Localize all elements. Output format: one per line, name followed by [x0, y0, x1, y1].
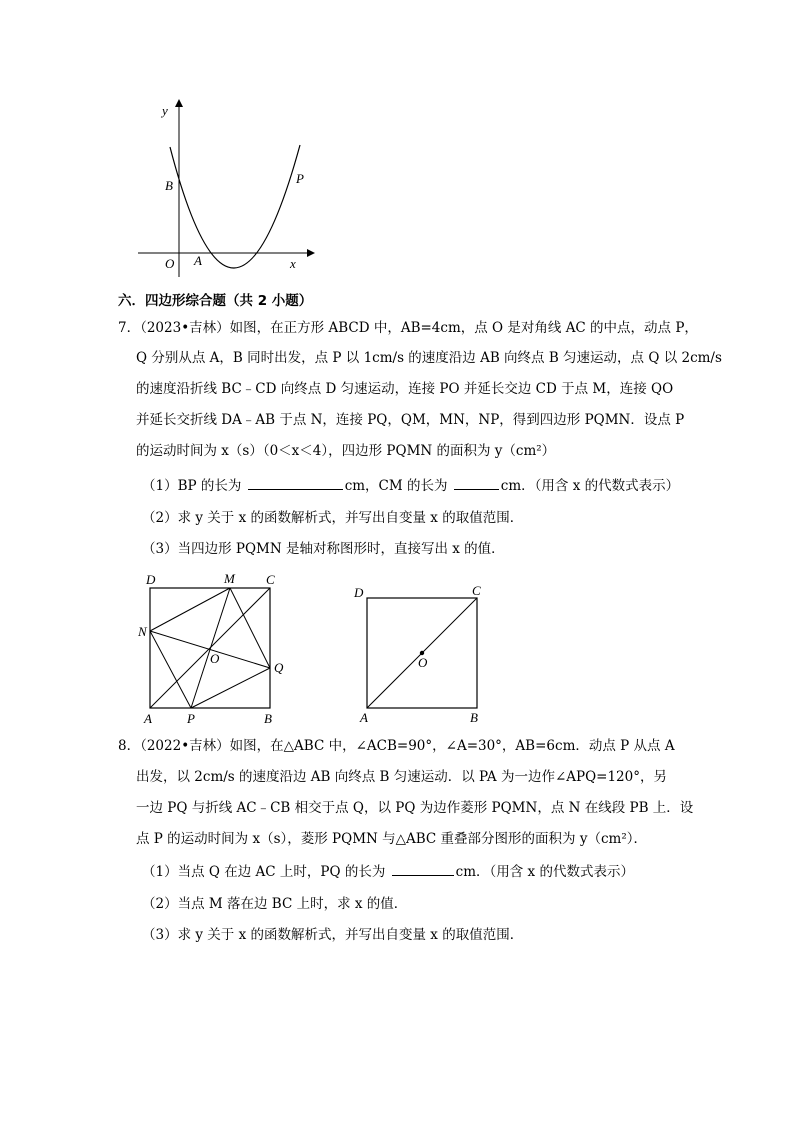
q8-line-1: 8．（2022•吉林）如图，在△ABC 中，∠ACB=90°，∠A=30°，AB=6cm．动点 P 从点 A: [118, 738, 675, 754]
q8-sub-2: （2）当点 M 落在边 BC 上时，求 x 的值．: [142, 896, 408, 912]
point-a-label: A: [194, 253, 202, 268]
fig2-label-d: D: [354, 585, 364, 600]
fig2-label-o: O: [418, 655, 428, 670]
fig2-label-a: A: [360, 710, 368, 725]
line-qm: [230, 588, 270, 668]
q8-sub1-part-b: cm．（用含 x 的代数式表示）: [455, 864, 634, 880]
answer-blank-bp[interactable]: [248, 477, 343, 490]
fig1-label-o: O: [210, 651, 220, 666]
q8-sub-1: [142, 862, 634, 882]
q7-line-5: 的运动时间为 x（s）（0＜x＜4），四边形 PQMN 的面积为 y（cm²）: [136, 443, 556, 459]
q8-line-4: 点 P 的运动时间为 x（s），菱形 PQMN 与△ABC 重叠部分图形的面积为 y（cm²）．: [136, 831, 647, 847]
fig2-label-c: C: [472, 583, 481, 598]
fig1-label-d: D: [146, 572, 156, 587]
q7-line-1: 7．（2023•吉林）如图，在正方形 ABCD 中，AB=4cm，点 O 是对角线 AC 的中点，动点 P，: [118, 320, 698, 336]
fig2-label-b: B: [470, 710, 478, 725]
x-axis-label: x: [290, 256, 296, 271]
q7-sub-2: （2）求 y 关于 x 的函数解析式，并写出自变量 x 的取值范围．: [142, 510, 524, 526]
q7-sub1-part-c: cm．（用含 x 的代数式表示）: [500, 478, 680, 494]
q7-sub1-part-b: cm，CM 的长为: [344, 478, 452, 494]
fig1-label-n: N: [138, 624, 147, 639]
q8-sub1-part-a: （1）当点 Q 在边 AC 上时，PQ 的长为: [142, 864, 390, 880]
figure-square-pqmn: [138, 568, 298, 728]
q7-sub-1: [142, 476, 679, 496]
answer-blank-pq[interactable]: [392, 863, 454, 876]
q7-line-4: 并延长交折线 DA﹣AB 于点 N，连接 PQ，QM，MN，NP，得到四边形 PQMN．设点 P: [136, 412, 685, 428]
fig1-label-m: M: [224, 571, 235, 586]
answer-blank-cm[interactable]: [454, 477, 499, 490]
parabola-graph: [130, 95, 320, 285]
q7-line-3: 的速度沿折线 BC﹣CD 向终点 D 匀速运动，连接 PO 并延长交边 CD 于点 M，连接 QO: [136, 381, 674, 397]
curve-p-label: P: [296, 171, 304, 186]
figure-square-diagonal: [352, 578, 502, 728]
line-np: [150, 631, 191, 708]
parabola-curve: [170, 145, 300, 268]
fig1-label-p: P: [187, 711, 195, 726]
q8-sub-3: （3）求 y 关于 x 的函数解析式，并写出自变量 x 的取值范围．: [142, 927, 524, 943]
q8-line-3: 一边 PQ 与折线 AC﹣CB 相交于点 Q，以 PQ 为边作菱形 PQMN，点 N 在线段 PB 上．设: [136, 800, 694, 816]
point-b-label: B: [165, 178, 173, 193]
origin-label: O: [165, 256, 175, 271]
fig1-label-c: C: [266, 572, 275, 587]
q7-line-2: Q 分别从点 A，B 同时出发，点 P 以 1cm/s 的速度沿边 AB 向终点 B 匀速运动，点 Q 以 2cm/s: [136, 350, 722, 366]
fig1-label-a: A: [144, 711, 152, 726]
fig1-label-q: Q: [274, 660, 284, 675]
q7-sub1-part-a: （1）BP 的长为: [142, 478, 246, 494]
section-title: 六．四边形综合题（共 2 小题）: [118, 293, 313, 309]
y-axis-label: y: [162, 103, 168, 118]
fig1-label-b: B: [264, 711, 272, 726]
q7-sub-3: （3）当四边形 PQMN 是轴对称图形时，直接写出 x 的值．: [142, 541, 505, 557]
line-pq: [191, 668, 270, 708]
q8-line-2: 出发，以 2cm/s 的速度沿边 AB 向终点 B 匀速运动．以 PA 为一边作∠APQ=120°，另: [136, 769, 667, 785]
